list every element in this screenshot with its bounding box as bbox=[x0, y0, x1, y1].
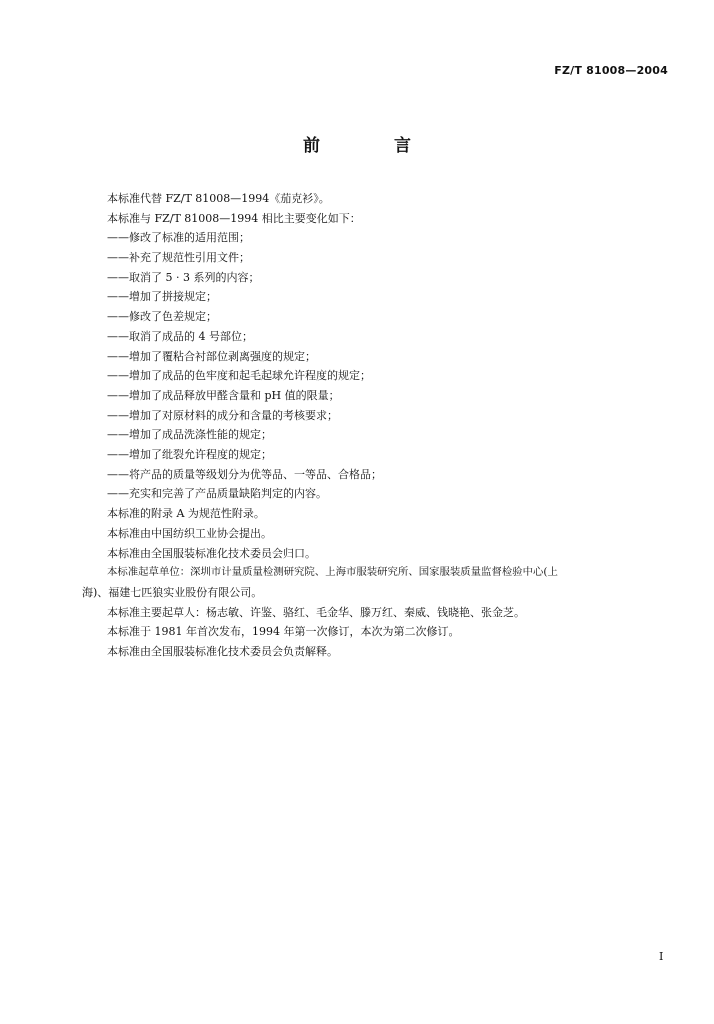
list-item: ——取消了 5 · 3 系列的内容； bbox=[107, 271, 260, 284]
list-item: ——补充了规范性引用文件； bbox=[107, 251, 250, 264]
list-item: ——修改了色差规定； bbox=[107, 310, 217, 323]
text-line: 本标准起草单位：深圳市计量质量检测研究院、上海市服装研究所、国家服装质量监督检验中心(上 bbox=[107, 566, 558, 578]
text-line: 海)、福建七匹狼实业股份有限公司。 bbox=[82, 586, 263, 599]
text-line: 本标准由全国服装标准化技术委员会负责解释。 bbox=[107, 645, 338, 658]
list-item: ——增加了纰裂允许程度的规定； bbox=[107, 448, 272, 461]
text-line: 本标准的附录 A 为规范性附录。 bbox=[107, 507, 265, 520]
list-item: ——增加了覆粘合衬部位剥离强度的规定； bbox=[107, 350, 316, 363]
list-item: ——增加了拼接规定； bbox=[107, 290, 217, 303]
list-item: ——增加了成品的色牢度和起毛起球允许程度的规定； bbox=[107, 369, 371, 382]
text-line: 本标准由中国纺织工业协会提出。 bbox=[107, 527, 272, 540]
list-item: ——将产品的质量等级划分为优等品、一等品、合格品； bbox=[107, 468, 382, 481]
list-item: ——增加了成品释放甲醛含量和 pH 值的限量； bbox=[107, 389, 340, 402]
text-line: 本标准由全国服装标准化技术委员会归口。 bbox=[107, 547, 316, 560]
list-item: ——取消了成品的 4 号部位； bbox=[107, 330, 253, 343]
list-item: ——增加了对原材料的成分和含量的考核要求； bbox=[107, 409, 338, 422]
text-line: 本标准代替 FZ/T 81008—1994《茄克衫》。 bbox=[107, 192, 330, 205]
list-item: ——充实和完善了产品质量缺陷判定的内容。 bbox=[107, 487, 327, 500]
list-item: ——修改了标准的适用范围； bbox=[107, 231, 250, 244]
list-item: ——增加了成品洗涤性能的规定； bbox=[107, 428, 272, 441]
text-line: 本标准主要起草人：杨志敏、许鉴、骆红、毛金华、滕万红、秦威、钱晓艳、张金芝。 bbox=[107, 606, 525, 619]
page-title: 前 言 bbox=[303, 136, 445, 156]
page-number: I bbox=[659, 950, 664, 963]
standard-code: FZ/T 81008—2004 bbox=[554, 64, 668, 77]
text-line: 本标准于 1981 年首次发布，1994 年第一次修订，本次为第二次修订。 bbox=[107, 625, 460, 638]
text-line: 本标准与 FZ/T 81008—1994 相比主要变化如下： bbox=[107, 212, 361, 225]
